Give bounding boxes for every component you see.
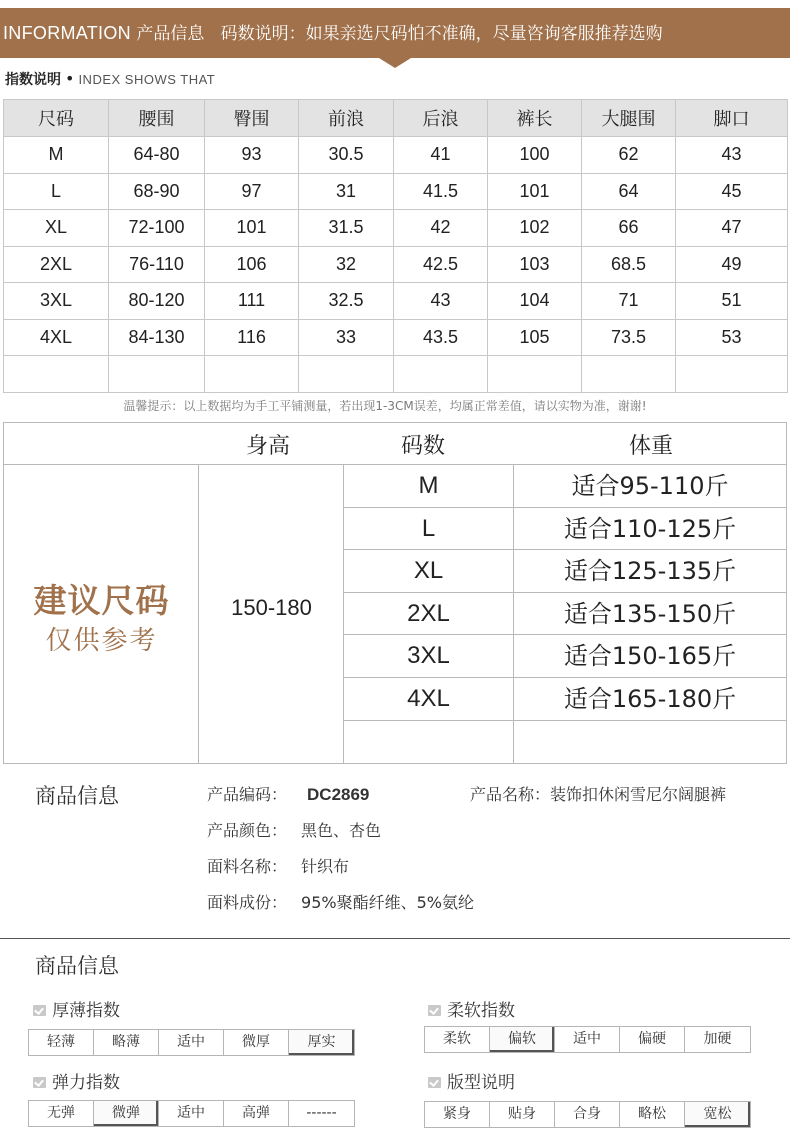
recommend-row bbox=[344, 678, 786, 721]
recommend-row bbox=[344, 508, 786, 551]
table-cell: 45 bbox=[676, 173, 788, 210]
header-size: 码数 bbox=[401, 434, 446, 459]
index-option: 微弹 bbox=[94, 1101, 159, 1126]
product-info-title: 商品信息 bbox=[35, 784, 119, 808]
recommend-size: 4XL bbox=[344, 678, 514, 720]
product-color bbox=[207, 818, 381, 841]
table-cell bbox=[488, 356, 582, 393]
index-option: 略松 bbox=[620, 1102, 685, 1127]
elasticity-index-label bbox=[33, 1068, 120, 1093]
recommend-title: 建议尺码 bbox=[33, 581, 170, 620]
table-row bbox=[4, 283, 788, 320]
check-icon bbox=[33, 1077, 46, 1088]
recommend-weight: 适合150-165斤 bbox=[563, 642, 737, 671]
table-cell: 64-80 bbox=[109, 137, 205, 174]
table-cell: M bbox=[4, 137, 109, 174]
col-header: 腰围 bbox=[109, 100, 205, 137]
recommend-weight: 适合135-150斤 bbox=[563, 599, 737, 628]
table-cell: 84-130 bbox=[109, 319, 205, 356]
recommend-size: M bbox=[344, 465, 514, 507]
recommend-row bbox=[344, 635, 786, 678]
check-icon bbox=[33, 1005, 46, 1016]
product-composition-value: 95%聚酯纤维、5%氨纶 bbox=[301, 893, 474, 912]
col-header: 脚口 bbox=[676, 100, 788, 137]
table-row bbox=[4, 319, 788, 356]
table-cell: 2XL bbox=[4, 246, 109, 283]
table-cell bbox=[394, 356, 488, 393]
header-height: 身高 bbox=[246, 434, 291, 459]
index-option: 高弹 bbox=[224, 1101, 289, 1126]
elasticity-index-text: 弹力指数 bbox=[52, 1073, 120, 1093]
recommend-weight: 适合110-125斤 bbox=[563, 514, 737, 543]
table-cell: 105 bbox=[488, 319, 582, 356]
index-option: 偏硬 bbox=[620, 1027, 685, 1052]
table-cell: L bbox=[4, 173, 109, 210]
index-option: 适中 bbox=[159, 1030, 224, 1055]
table-cell bbox=[205, 356, 299, 393]
section-divider bbox=[0, 938, 790, 939]
table-cell: 101 bbox=[205, 210, 299, 247]
fit-description-label bbox=[428, 1068, 515, 1093]
table-row bbox=[4, 173, 788, 210]
table-cell bbox=[109, 356, 205, 393]
table-cell: 41.5 bbox=[394, 173, 488, 210]
index-option: 加硬 bbox=[703, 1031, 732, 1047]
height-range-cell bbox=[199, 465, 344, 763]
index-option: 微厚 bbox=[224, 1030, 289, 1055]
subhead-label: 指数说明 bbox=[5, 72, 61, 88]
elasticity-scale bbox=[28, 1100, 355, 1127]
thickness-index-label bbox=[33, 996, 120, 1021]
table-cell: 42.5 bbox=[394, 246, 488, 283]
product-color-label: 产品颜色： bbox=[207, 821, 288, 840]
recommend-size: L bbox=[344, 508, 514, 550]
table-cell: 93 bbox=[205, 137, 299, 174]
banner-notch bbox=[379, 58, 411, 68]
table-row bbox=[4, 246, 788, 283]
product-code bbox=[207, 782, 369, 805]
subhead-en: INDEX SHOWS THAT bbox=[78, 72, 216, 87]
table-cell: 71 bbox=[582, 283, 676, 320]
index-option: 柔软 bbox=[425, 1027, 490, 1052]
col-header: 前浪 bbox=[299, 100, 394, 137]
recommend-size bbox=[344, 721, 514, 764]
thickness-index-text: 厚薄指数 bbox=[52, 1001, 120, 1021]
table-cell: 116 bbox=[205, 319, 299, 356]
table-cell: 97 bbox=[205, 173, 299, 210]
table-cell: 66 bbox=[582, 210, 676, 247]
recommend-header-row bbox=[4, 423, 786, 465]
recommend-size: 2XL bbox=[344, 593, 514, 635]
recommend-weight bbox=[514, 721, 786, 764]
fit-scale bbox=[424, 1101, 751, 1128]
table-cell: 100 bbox=[488, 137, 582, 174]
table-cell: 64 bbox=[582, 173, 676, 210]
product-name bbox=[470, 782, 726, 805]
table-cell: 42 bbox=[394, 210, 488, 247]
product-fabric-label: 面料名称： bbox=[207, 857, 288, 876]
table-row bbox=[4, 210, 788, 247]
index-option: ------ bbox=[306, 1105, 337, 1121]
table-cell: 31.5 bbox=[299, 210, 394, 247]
index-option: 适中 bbox=[159, 1101, 224, 1126]
recommend-size: XL bbox=[344, 550, 514, 592]
table-cell: 73.5 bbox=[582, 319, 676, 356]
index-option: 宽松 bbox=[685, 1102, 750, 1127]
table-cell: 3XL bbox=[4, 283, 109, 320]
softness-scale bbox=[424, 1026, 751, 1053]
table-cell: 102 bbox=[488, 210, 582, 247]
table-cell: 80-120 bbox=[109, 283, 205, 320]
banner-title: 产品信息 bbox=[136, 24, 205, 44]
header-weight: 体重 bbox=[629, 434, 674, 459]
product-composition-label: 面料成份： bbox=[207, 893, 288, 912]
index-option: 合身 bbox=[555, 1102, 620, 1127]
table-row bbox=[4, 356, 788, 393]
col-header: 大腿围 bbox=[582, 100, 676, 137]
size-chart-table bbox=[3, 99, 788, 393]
recommend-label-cell bbox=[4, 465, 199, 763]
recommend-rows bbox=[344, 465, 786, 763]
measurement-tip: 温馨提示：以上数据均为手工平铺测量，若出现1-3CM误差，均属正常差值，请以实物为准，谢谢! bbox=[123, 399, 647, 413]
table-cell: 111 bbox=[205, 283, 299, 320]
table-cell bbox=[4, 356, 109, 393]
table-cell: 106 bbox=[205, 246, 299, 283]
size-recommend-table bbox=[3, 422, 787, 764]
table-cell: 30.5 bbox=[299, 137, 394, 174]
table-cell: 41 bbox=[394, 137, 488, 174]
check-icon bbox=[428, 1077, 441, 1088]
table-cell: 53 bbox=[676, 319, 788, 356]
table-cell: 43 bbox=[676, 137, 788, 174]
table-cell bbox=[582, 356, 676, 393]
index-option: 轻薄 bbox=[29, 1030, 94, 1055]
table-cell: 72-100 bbox=[109, 210, 205, 247]
col-header: 裤长 bbox=[488, 100, 582, 137]
recommend-size: 3XL bbox=[344, 635, 514, 677]
product-color-value: 黑色、杏色 bbox=[301, 821, 382, 840]
product-code-label: 产品编码： bbox=[207, 785, 288, 804]
product-name-value: 装饰扣休闲雪尼尔阔腿裤 bbox=[550, 785, 727, 804]
table-cell bbox=[676, 356, 788, 393]
table-cell: XL bbox=[4, 210, 109, 247]
index-option: 适中 bbox=[555, 1027, 620, 1052]
product-fabric bbox=[207, 854, 349, 877]
size-table-header-row bbox=[4, 100, 788, 137]
bullet-dot: • bbox=[65, 69, 75, 88]
table-cell: 101 bbox=[488, 173, 582, 210]
softness-index-text: 柔软指数 bbox=[447, 1001, 515, 1021]
header-banner bbox=[0, 8, 790, 58]
recommend-weight: 适合125-135斤 bbox=[563, 557, 737, 586]
product-composition bbox=[207, 890, 474, 913]
table-cell: 43.5 bbox=[394, 319, 488, 356]
table-cell: 4XL bbox=[4, 319, 109, 356]
index-option: 偏软 bbox=[490, 1027, 555, 1052]
table-cell: 43 bbox=[394, 283, 488, 320]
recommend-subtitle: 仅供参考 bbox=[45, 626, 158, 656]
thickness-scale bbox=[28, 1029, 355, 1056]
index-subheading bbox=[5, 69, 215, 89]
recommend-row bbox=[344, 721, 786, 764]
recommend-row bbox=[344, 550, 786, 593]
recommend-weight: 适合165-180斤 bbox=[563, 684, 737, 713]
height-range: 150-180 bbox=[231, 595, 312, 620]
table-cell: 62 bbox=[582, 137, 676, 174]
table-cell: 32 bbox=[299, 246, 394, 283]
index-section-title: 商品信息 bbox=[35, 954, 119, 978]
table-cell: 49 bbox=[676, 246, 788, 283]
table-cell: 104 bbox=[488, 283, 582, 320]
recommend-row bbox=[344, 593, 786, 636]
table-cell: 68-90 bbox=[109, 173, 205, 210]
col-header: 尺码 bbox=[4, 100, 109, 137]
table-cell: 76-110 bbox=[109, 246, 205, 283]
table-cell: 33 bbox=[299, 319, 394, 356]
table-cell bbox=[299, 356, 394, 393]
banner-en-title: INFORMATION bbox=[3, 23, 131, 43]
table-cell: 31 bbox=[299, 173, 394, 210]
index-option: 厚实 bbox=[289, 1030, 354, 1055]
index-option: 紧身 bbox=[425, 1102, 490, 1127]
banner-note: 码数说明：如果亲选尺码怕不准确，尽量咨询客服推荐选购 bbox=[220, 24, 663, 44]
table-cell: 103 bbox=[488, 246, 582, 283]
index-option: 无弹 bbox=[29, 1101, 94, 1126]
table-cell: 51 bbox=[676, 283, 788, 320]
col-header: 臀围 bbox=[205, 100, 299, 137]
product-name-label: 产品名称： bbox=[470, 785, 551, 804]
check-icon bbox=[428, 1005, 441, 1016]
col-header: 后浪 bbox=[394, 100, 488, 137]
table-cell: 32.5 bbox=[299, 283, 394, 320]
table-cell: 68.5 bbox=[582, 246, 676, 283]
product-code-value: DC2869 bbox=[307, 785, 370, 804]
recommend-weight: 适合95-110斤 bbox=[571, 472, 729, 500]
softness-index-label bbox=[428, 996, 515, 1021]
table-cell: 47 bbox=[676, 210, 788, 247]
product-fabric-value: 针织布 bbox=[301, 857, 350, 876]
fit-description-text: 版型说明 bbox=[447, 1073, 515, 1093]
recommend-row bbox=[344, 465, 786, 508]
table-row bbox=[4, 137, 788, 174]
index-option: 略薄 bbox=[94, 1030, 159, 1055]
index-option: 贴身 bbox=[490, 1102, 555, 1127]
